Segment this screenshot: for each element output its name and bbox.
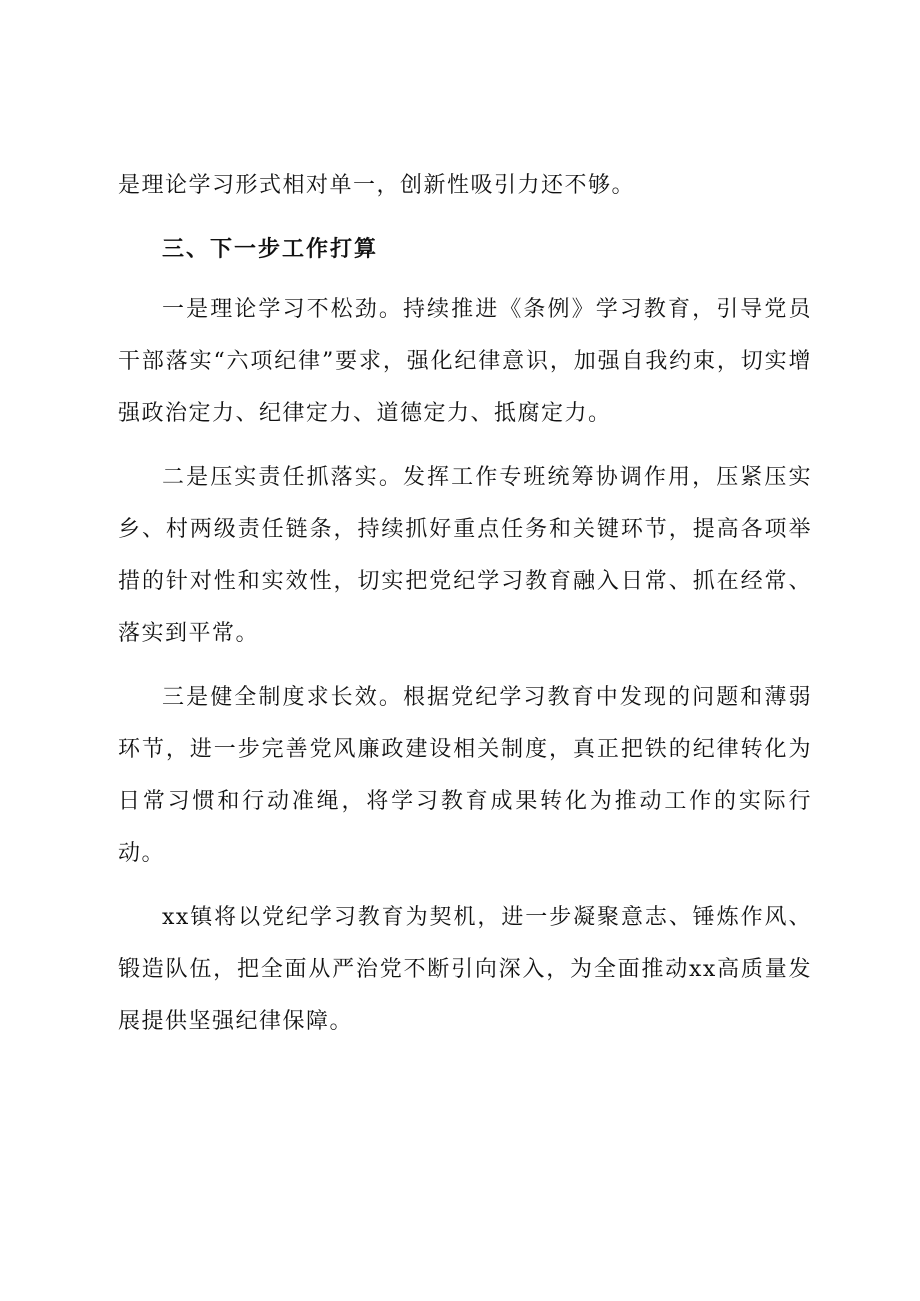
document-body [118,160,812,1060]
continuation-paragraph: 是理论学习形式相对单一，创新性吸引力还不够。 [118,173,636,198]
section-heading: 三、下一步工作打算 [162,237,379,262]
paragraph-3: 三是健全制度求长效。根据党纪学习教育中发现的问题和薄弱环节，进一步完善党风廉政建设相关制度，真正把铁的纪律转化为日常习惯和行动准绳，将学习教育成果转化为推动工作的实际行动。 [118,685,812,866]
paragraph-2: 二是压实责任抓落实。发挥工作专班统筹协调作用，压紧压实乡、村两级责任链条，持续抓好重点任务和关键环节，提高各项举措的针对性和实效性，切实把党纪学习教育融入日常、抓在经常、落实到平常。 [118,465,812,646]
paragraph-4: xx镇将以党纪学习教育为契机，进一步凝聚意志、锤炼作风、锻造队伍，把全面从严治党不断引向深入，为全面推动xx高质量发展提供坚强纪律保障。 [118,905,812,1034]
paragraph-1: 一是理论学习不松劲。持续推进《条例》学习教育，引导党员干部落实“六项纪律”要求，强化纪律意识，加强自我约束，切实增强政治定力、纪律定力、道德定力、抵腐定力。 [118,297,812,426]
